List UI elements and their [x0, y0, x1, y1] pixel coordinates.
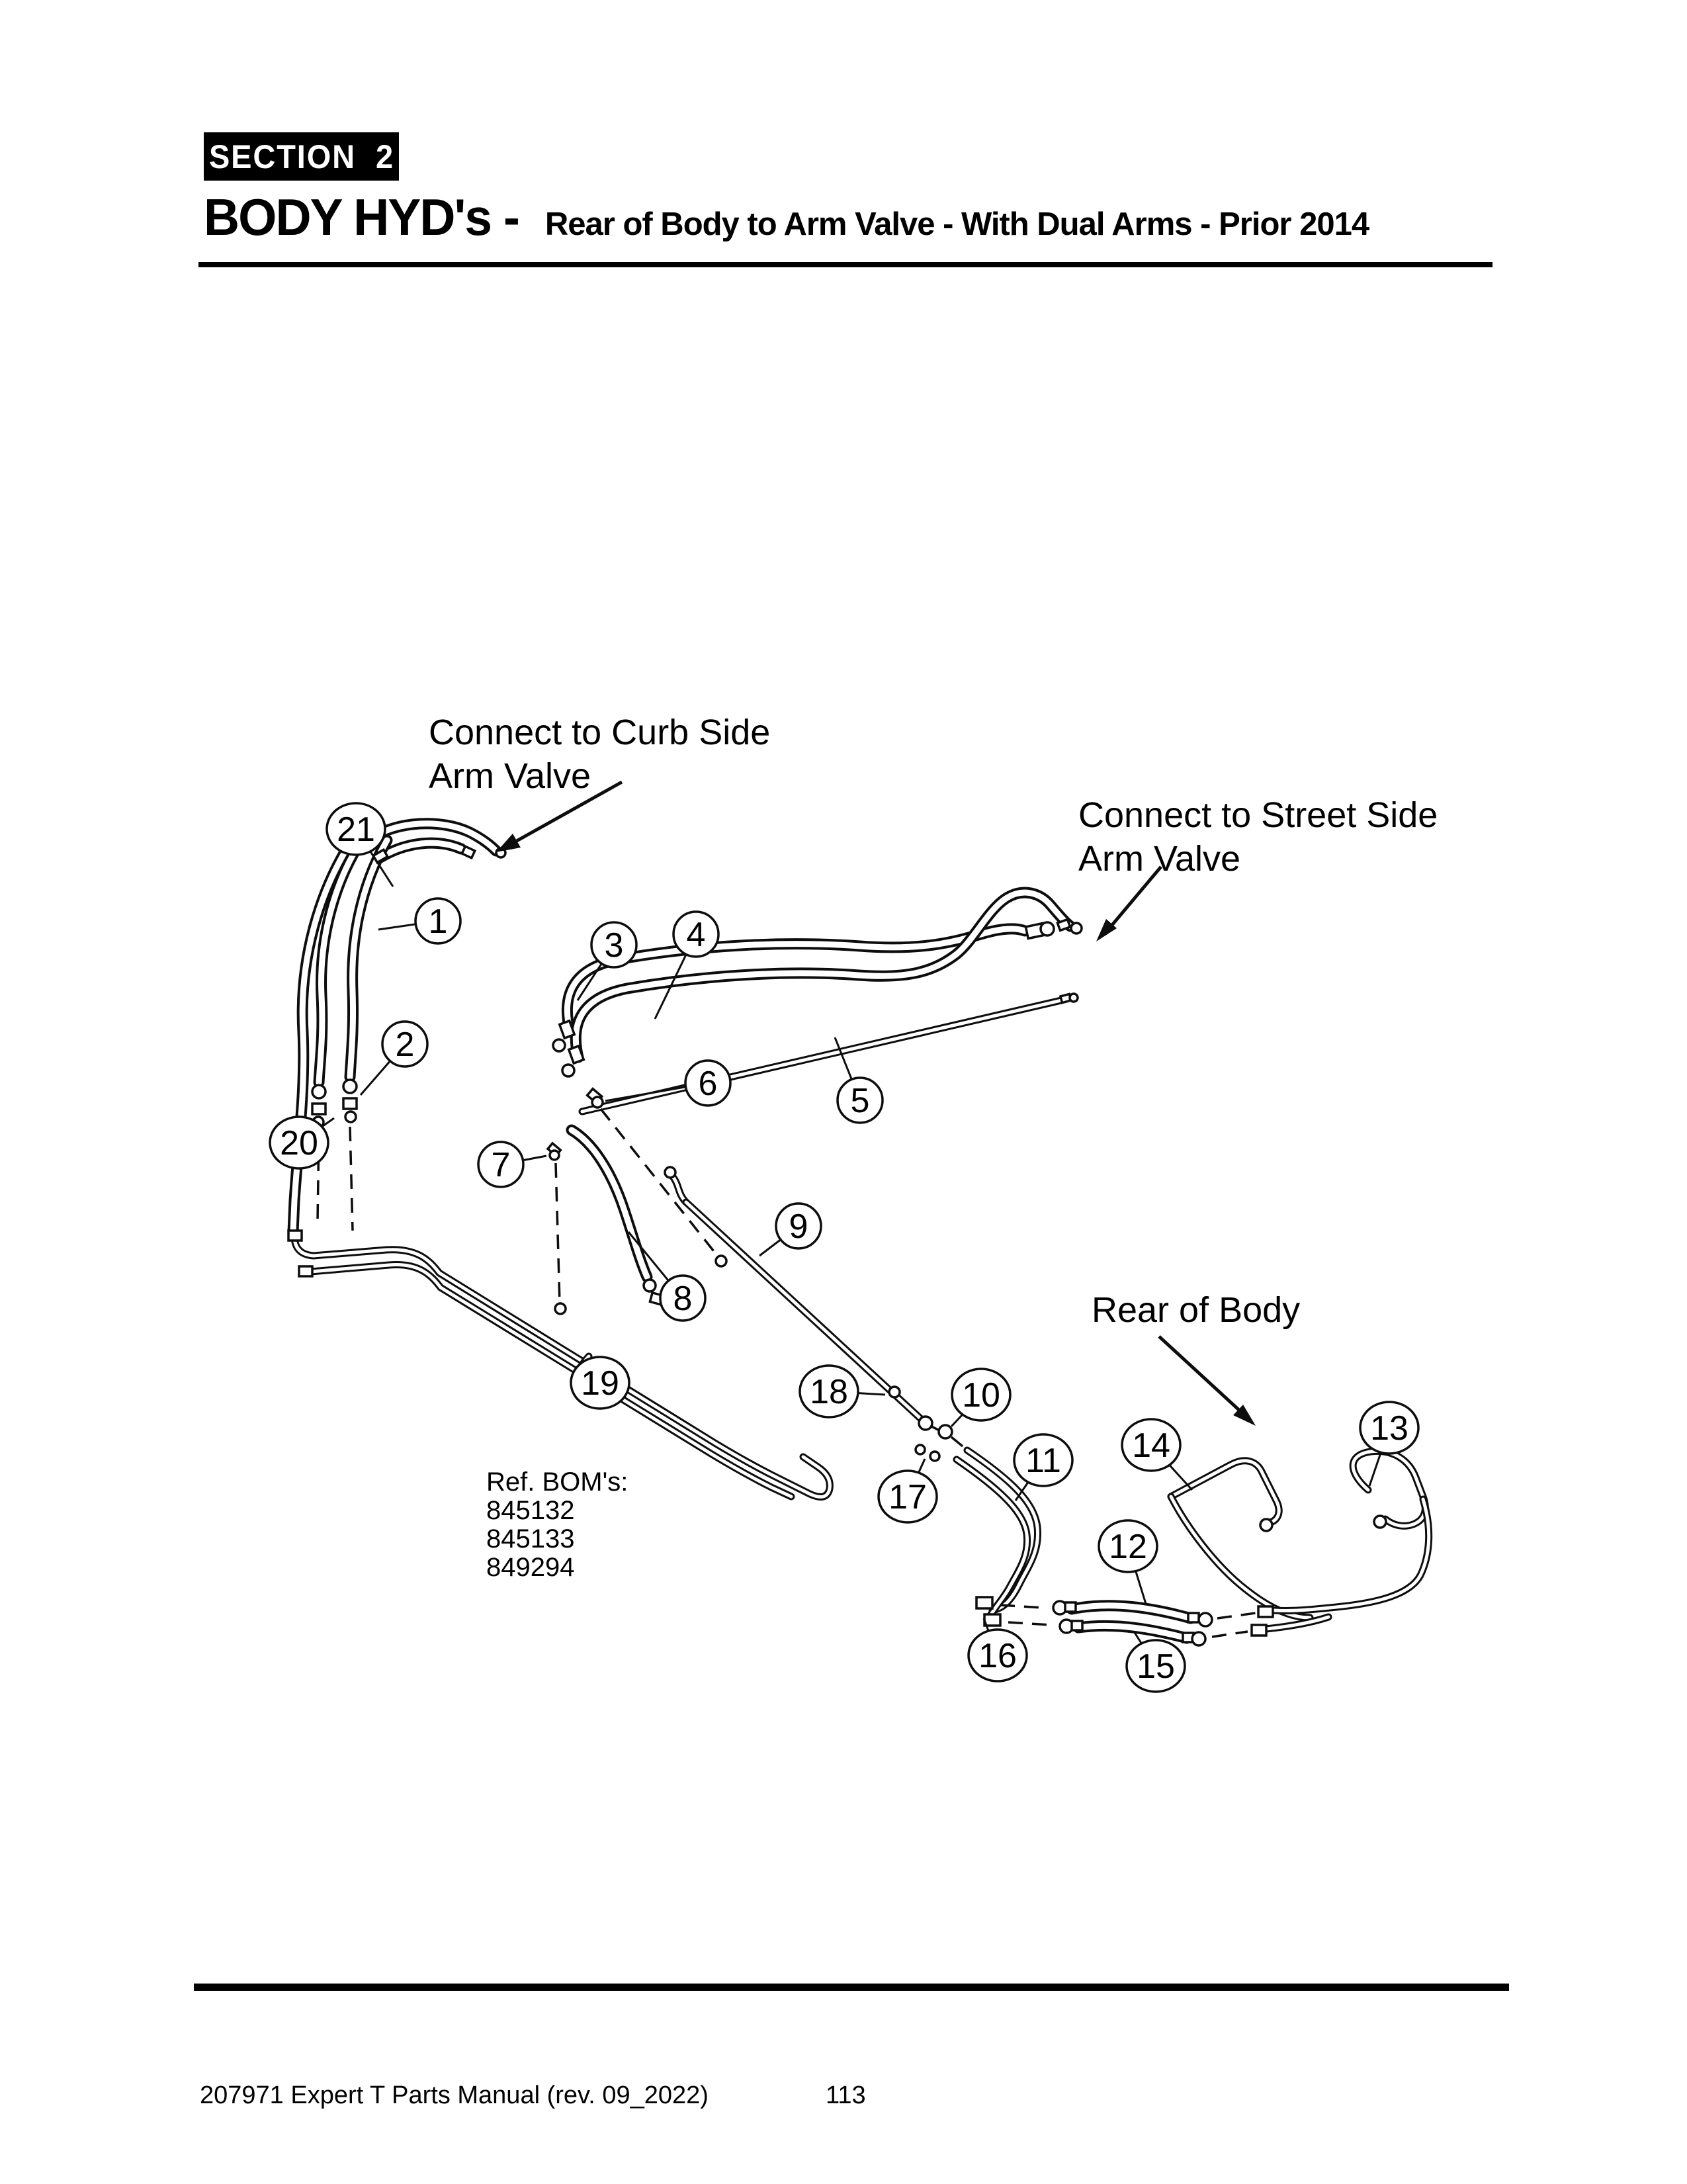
callout-4 [655, 912, 718, 1019]
hose-4 [576, 893, 1070, 1057]
footer-manual-title: 207971 Expert T Parts Manual (rev. 09_2022) [200, 2081, 709, 2109]
callout-13-number: 13 [1370, 1409, 1408, 1448]
callout-2 [361, 1022, 427, 1095]
callout-4-number: 4 [686, 916, 706, 954]
callout-7-number: 7 [491, 1146, 511, 1184]
page-title-main: BODY HYD's - [204, 188, 519, 246]
hose-12 [1072, 1606, 1191, 1618]
callout-15-number: 15 [1137, 1647, 1175, 1686]
callout-8-number: 8 [673, 1280, 693, 1318]
callout-9-number: 9 [789, 1207, 808, 1246]
tube-14 [1171, 1461, 1310, 1618]
callout-1-number: 1 [428, 902, 448, 941]
callout-8 [628, 1232, 705, 1321]
tube-5 [582, 1000, 1061, 1112]
callout-13 [1360, 1402, 1418, 1486]
callout-20-number: 20 [280, 1124, 318, 1162]
callout-11 [1014, 1434, 1072, 1501]
hose-15 [1078, 1626, 1187, 1638]
curb-side-label: Connect to Curb Side Arm Valve [429, 713, 771, 796]
callout-16-number: 16 [978, 1637, 1017, 1675]
lower-left-tube-run [294, 1236, 830, 1497]
callout-7 [478, 1142, 546, 1187]
rear-of-body-arrow [1159, 1336, 1256, 1426]
street-side-label: Connect to Street Side Arm Valve [1078, 795, 1438, 879]
ref-bom-block [486, 1467, 628, 1582]
section-badge-text: SECTION 2 [208, 138, 394, 175]
part-callouts [270, 803, 1418, 1692]
callout-12 [1099, 1520, 1157, 1604]
left-hose-bundle [293, 832, 387, 1232]
callout-17-number: 17 [888, 1478, 927, 1516]
callout-10-number: 10 [962, 1376, 1000, 1415]
hose-fittings [288, 830, 1386, 1645]
callout-12-number: 12 [1109, 1528, 1147, 1566]
callout-9 [759, 1203, 821, 1256]
callout-6-number: 6 [698, 1065, 718, 1103]
callout-21-number: 21 [337, 810, 375, 849]
callout-20 [270, 1117, 334, 1168]
page-title-subtitle: Rear of Body to Arm Valve - With Dual Arms - Prior 2014 [544, 206, 1369, 242]
ref-bom-text: Ref. BOM's: 845132 845133 849294 [486, 1467, 628, 1582]
callout-1 [378, 898, 460, 943]
callout-17 [879, 1459, 937, 1522]
callout-14-number: 14 [1132, 1426, 1170, 1465]
callout-18-number: 18 [810, 1373, 848, 1411]
callout-5-number: 5 [850, 1082, 870, 1120]
callout-14 [1122, 1419, 1192, 1490]
callout-16 [969, 1618, 1027, 1681]
rear-of-body-label: Rear of Body [1092, 1290, 1301, 1330]
tube-13 [1266, 1451, 1429, 1629]
callout-10 [951, 1369, 1010, 1426]
footer-page-number: 113 [826, 2081, 866, 2109]
callout-19-number: 19 [581, 1364, 619, 1403]
footer-rule [194, 1984, 1509, 1991]
callout-19 [571, 1357, 629, 1409]
callout-2-number: 2 [395, 1026, 415, 1064]
callout-11-number: 11 [1025, 1442, 1061, 1480]
callout-3-number: 3 [604, 926, 624, 965]
